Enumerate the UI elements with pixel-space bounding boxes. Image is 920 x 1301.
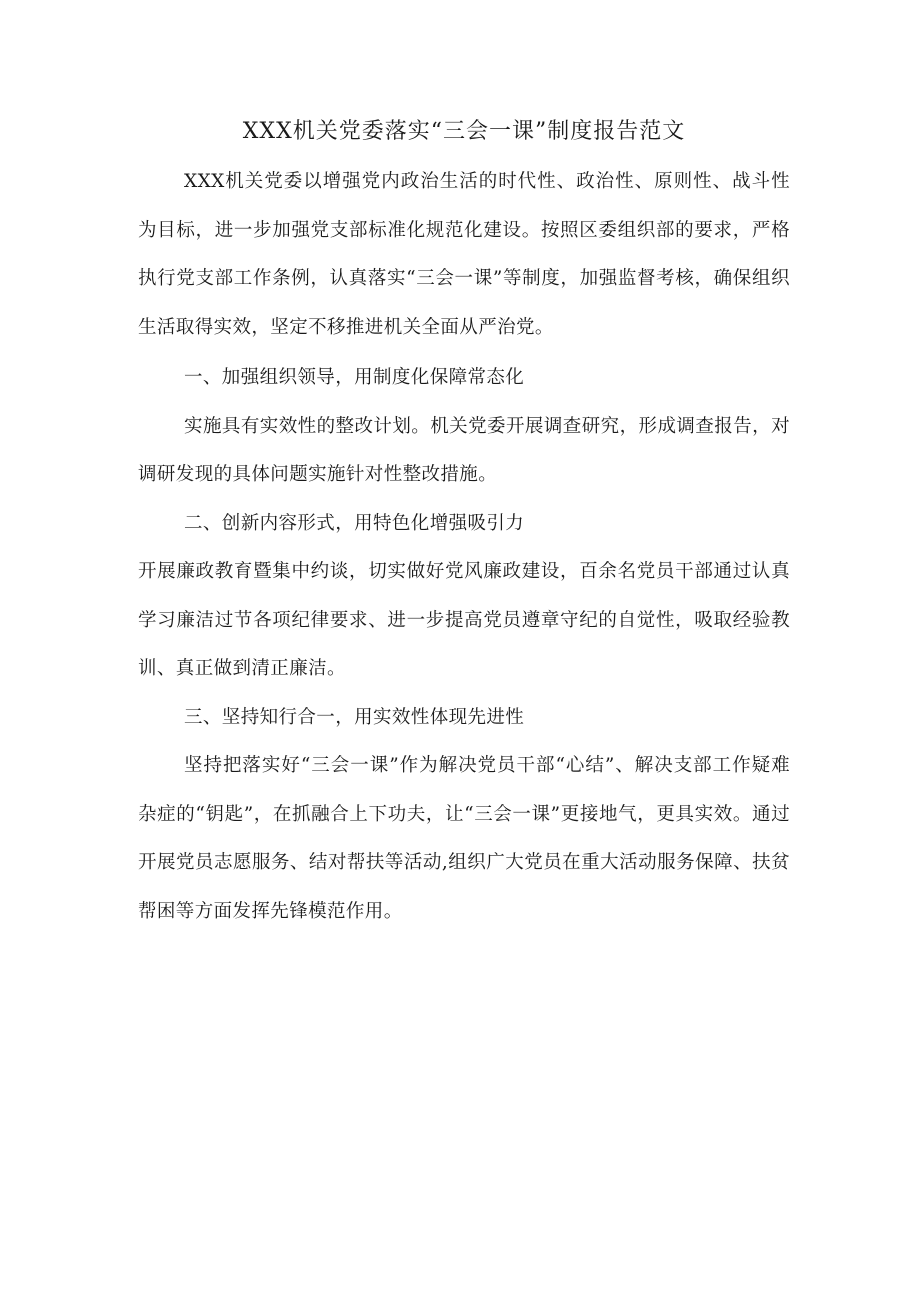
section-2-body: 开展廉政教育暨集中约谈，切实做好党风廉政建设，百余名党员干部通过认真学习廉洁过节各项纪律要求、进一步提高党员遵章守纪的自觉性，吸取经验教训、真正做到清正廉洁。 <box>138 561 790 679</box>
document-title: XXX机关党委落实“三会一课”制度报告范文 <box>242 119 686 144</box>
section-1-heading: 一、加强组织领导，用制度化保障常态化 <box>184 367 525 388</box>
section-1-body: 实施具有实效性的整改计划。机关党委开展调查研究，形成调查报告，对调研发现的具体问题实施针对性整改措施。 <box>138 415 790 485</box>
section-3-body: 坚持把落实好“三会一课”作为解决党员干部“心结”、解决支部工作疑难杂症的“钥匙”，在抓融合上下功夫，让“三会一课”更接地气，更具实效。通过开展党员志愿服务、结对帮扶等活动,组织广大党员在重大活动服务保障、扶贫帮困等方面发挥先锋模范作用。 <box>138 755 790 922</box>
section-2-heading: 二、创新内容形式，用特色化增强吸引力 <box>184 512 525 534</box>
section-3-heading: 三、坚持知行合一，用实效性体现先进性 <box>184 706 525 728</box>
document-body <box>138 112 790 936</box>
intro-paragraph: XXX机关党委以增强党内政治生活的时代性、政治性、原则性、战斗性为目标，进一步加强党支部标准化规范化建设。按照区委组织部的要求，严格执行党支部工作条例，认真落实“三会一课”等制度，加强监督考核，确保组织生活取得实效，坚定不移推进机关全面从严治党。 <box>138 171 790 338</box>
